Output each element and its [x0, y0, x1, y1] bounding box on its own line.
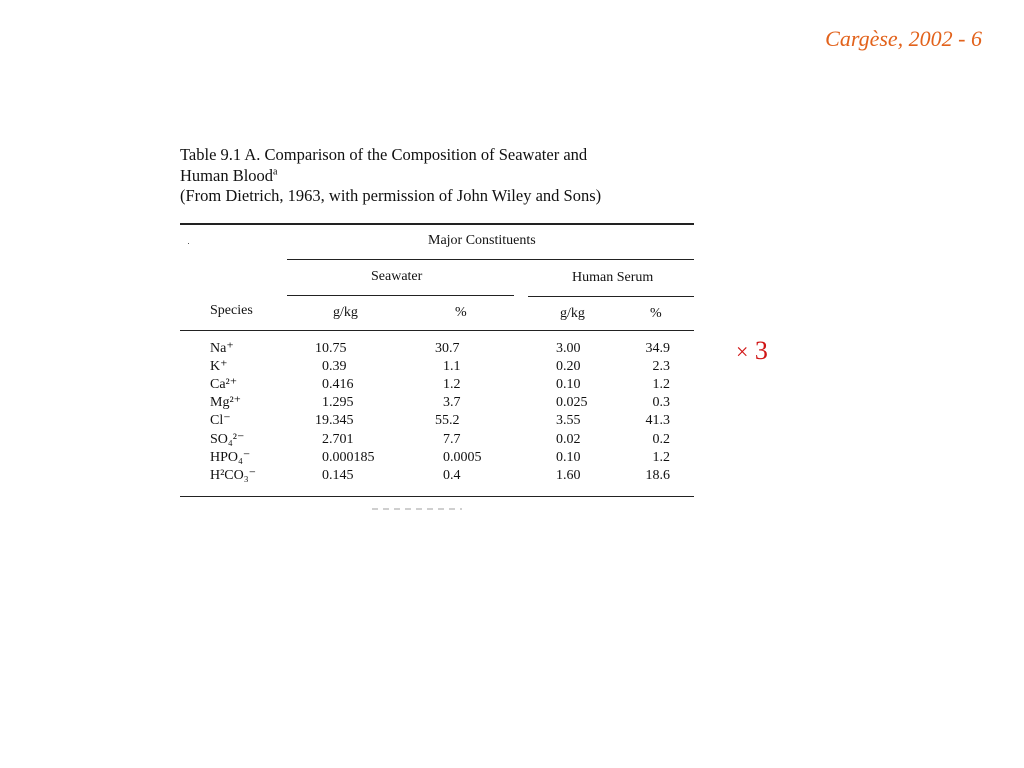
- table-cell-hs-gkg: 0.10: [556, 377, 581, 393]
- table-cell-hs-gkg: 0.10: [556, 449, 581, 465]
- table-figure: [180, 145, 695, 207]
- table-cell-sw-pct: 55.2: [435, 413, 460, 429]
- caption-line-2: Human Blood$^a$: [180, 165, 278, 185]
- table-cell-hs-gkg: 0.025: [556, 395, 588, 411]
- table-cell-sw-gkg: 2.701: [322, 431, 354, 447]
- table-cell-hs-pct: 0.2: [652, 431, 670, 447]
- table-cell-species: Cl⁻: [210, 413, 231, 429]
- table-cell-hs-gkg: 3.00: [556, 341, 581, 356]
- table-cell-sw-pct: 7.7: [443, 431, 461, 447]
- table-cell-species: Mg²⁺: [210, 395, 242, 411]
- table-cell-sw-pct: 30.7: [435, 341, 460, 356]
- table-cell-sw-gkg: 1.295: [322, 395, 354, 411]
- major-header-rule: [287, 259, 694, 260]
- multiplier-annotation: [736, 336, 768, 366]
- table-cell-sw-pct: 1.1: [443, 359, 461, 375]
- caption-footnote-mark: a: [273, 166, 278, 177]
- table-cell-sw-gkg: 0.145: [322, 467, 354, 483]
- table-cell-sw-pct: 0.0005: [443, 449, 482, 465]
- species-column-header: Species: [210, 303, 253, 318]
- seawater-gkg-header: g/kg: [333, 305, 358, 320]
- table-cell-sw-pct: 0.4: [443, 467, 461, 483]
- table-cell-hs-pct: 1.2: [652, 377, 670, 393]
- table-cell-sw-pct: 3.7: [443, 395, 461, 411]
- seawater-group-rule: [287, 295, 514, 296]
- table-top-rule: [180, 223, 694, 225]
- serum-group-rule: [528, 296, 694, 297]
- table-cell-sw-gkg: 19.345: [315, 413, 354, 429]
- table-cell-hs-pct: 0.3: [652, 395, 670, 411]
- multiplier-value: 3: [754, 336, 768, 365]
- table-cell-species: HPO₄⁻: [210, 449, 251, 465]
- speck: [188, 243, 189, 244]
- table-cell-hs-pct: 41.3: [645, 413, 670, 429]
- table-cell-hs-pct: 2.3: [652, 359, 670, 375]
- table-cell-species: SO₄²⁻: [210, 431, 245, 447]
- table-cell-species: Na⁺: [210, 341, 234, 356]
- table-cell-hs-pct: 1.2: [652, 449, 670, 465]
- table-caption: [180, 145, 695, 207]
- table-bottom-rule: [180, 496, 694, 497]
- faint-bleed-through: [372, 508, 462, 510]
- table-cell-hs-gkg: 0.20: [556, 359, 581, 375]
- table-cell-hs-pct: 34.9: [645, 341, 670, 356]
- major-constituents-header: Major Constituents: [428, 233, 536, 248]
- seawater-pct-header: %: [455, 305, 467, 320]
- slide-header: Cargèse, 2002 - 6: [825, 26, 982, 51]
- table-cell-sw-gkg: 10.75: [315, 341, 347, 356]
- serum-gkg-header: g/kg: [560, 306, 585, 321]
- table-cell-sw-gkg: 0.39: [322, 359, 347, 375]
- header-bottom-rule: [180, 330, 694, 331]
- table-cell-species: K⁺: [210, 359, 228, 375]
- times-sign: ×: [736, 339, 749, 364]
- serum-group-header: Human Serum: [572, 270, 654, 285]
- table-cell-hs-gkg: 0.02: [556, 431, 581, 447]
- caption-line-3: (From Dietrich, 1963, with permission of John Wiley and Sons): [180, 186, 602, 205]
- caption-line-1: Table 9.1 A. Comparison of the Composition of Seawater and: [180, 145, 588, 164]
- table-cell-sw-pct: 1.2: [443, 377, 461, 393]
- table-cell-species: Ca²⁺: [210, 377, 238, 393]
- table-cell-hs-gkg: 1.60: [556, 467, 581, 483]
- table-cell-sw-gkg: 0.416: [322, 377, 354, 393]
- serum-pct-header: %: [650, 306, 662, 321]
- table-cell-hs-pct: 18.6: [645, 467, 670, 483]
- seawater-group-header: Seawater: [371, 269, 423, 284]
- table-cell-species: H²CO₃⁻: [210, 467, 257, 483]
- table-cell-sw-gkg: 0.000185: [322, 449, 375, 465]
- table-cell-hs-gkg: 3.55: [556, 413, 581, 429]
